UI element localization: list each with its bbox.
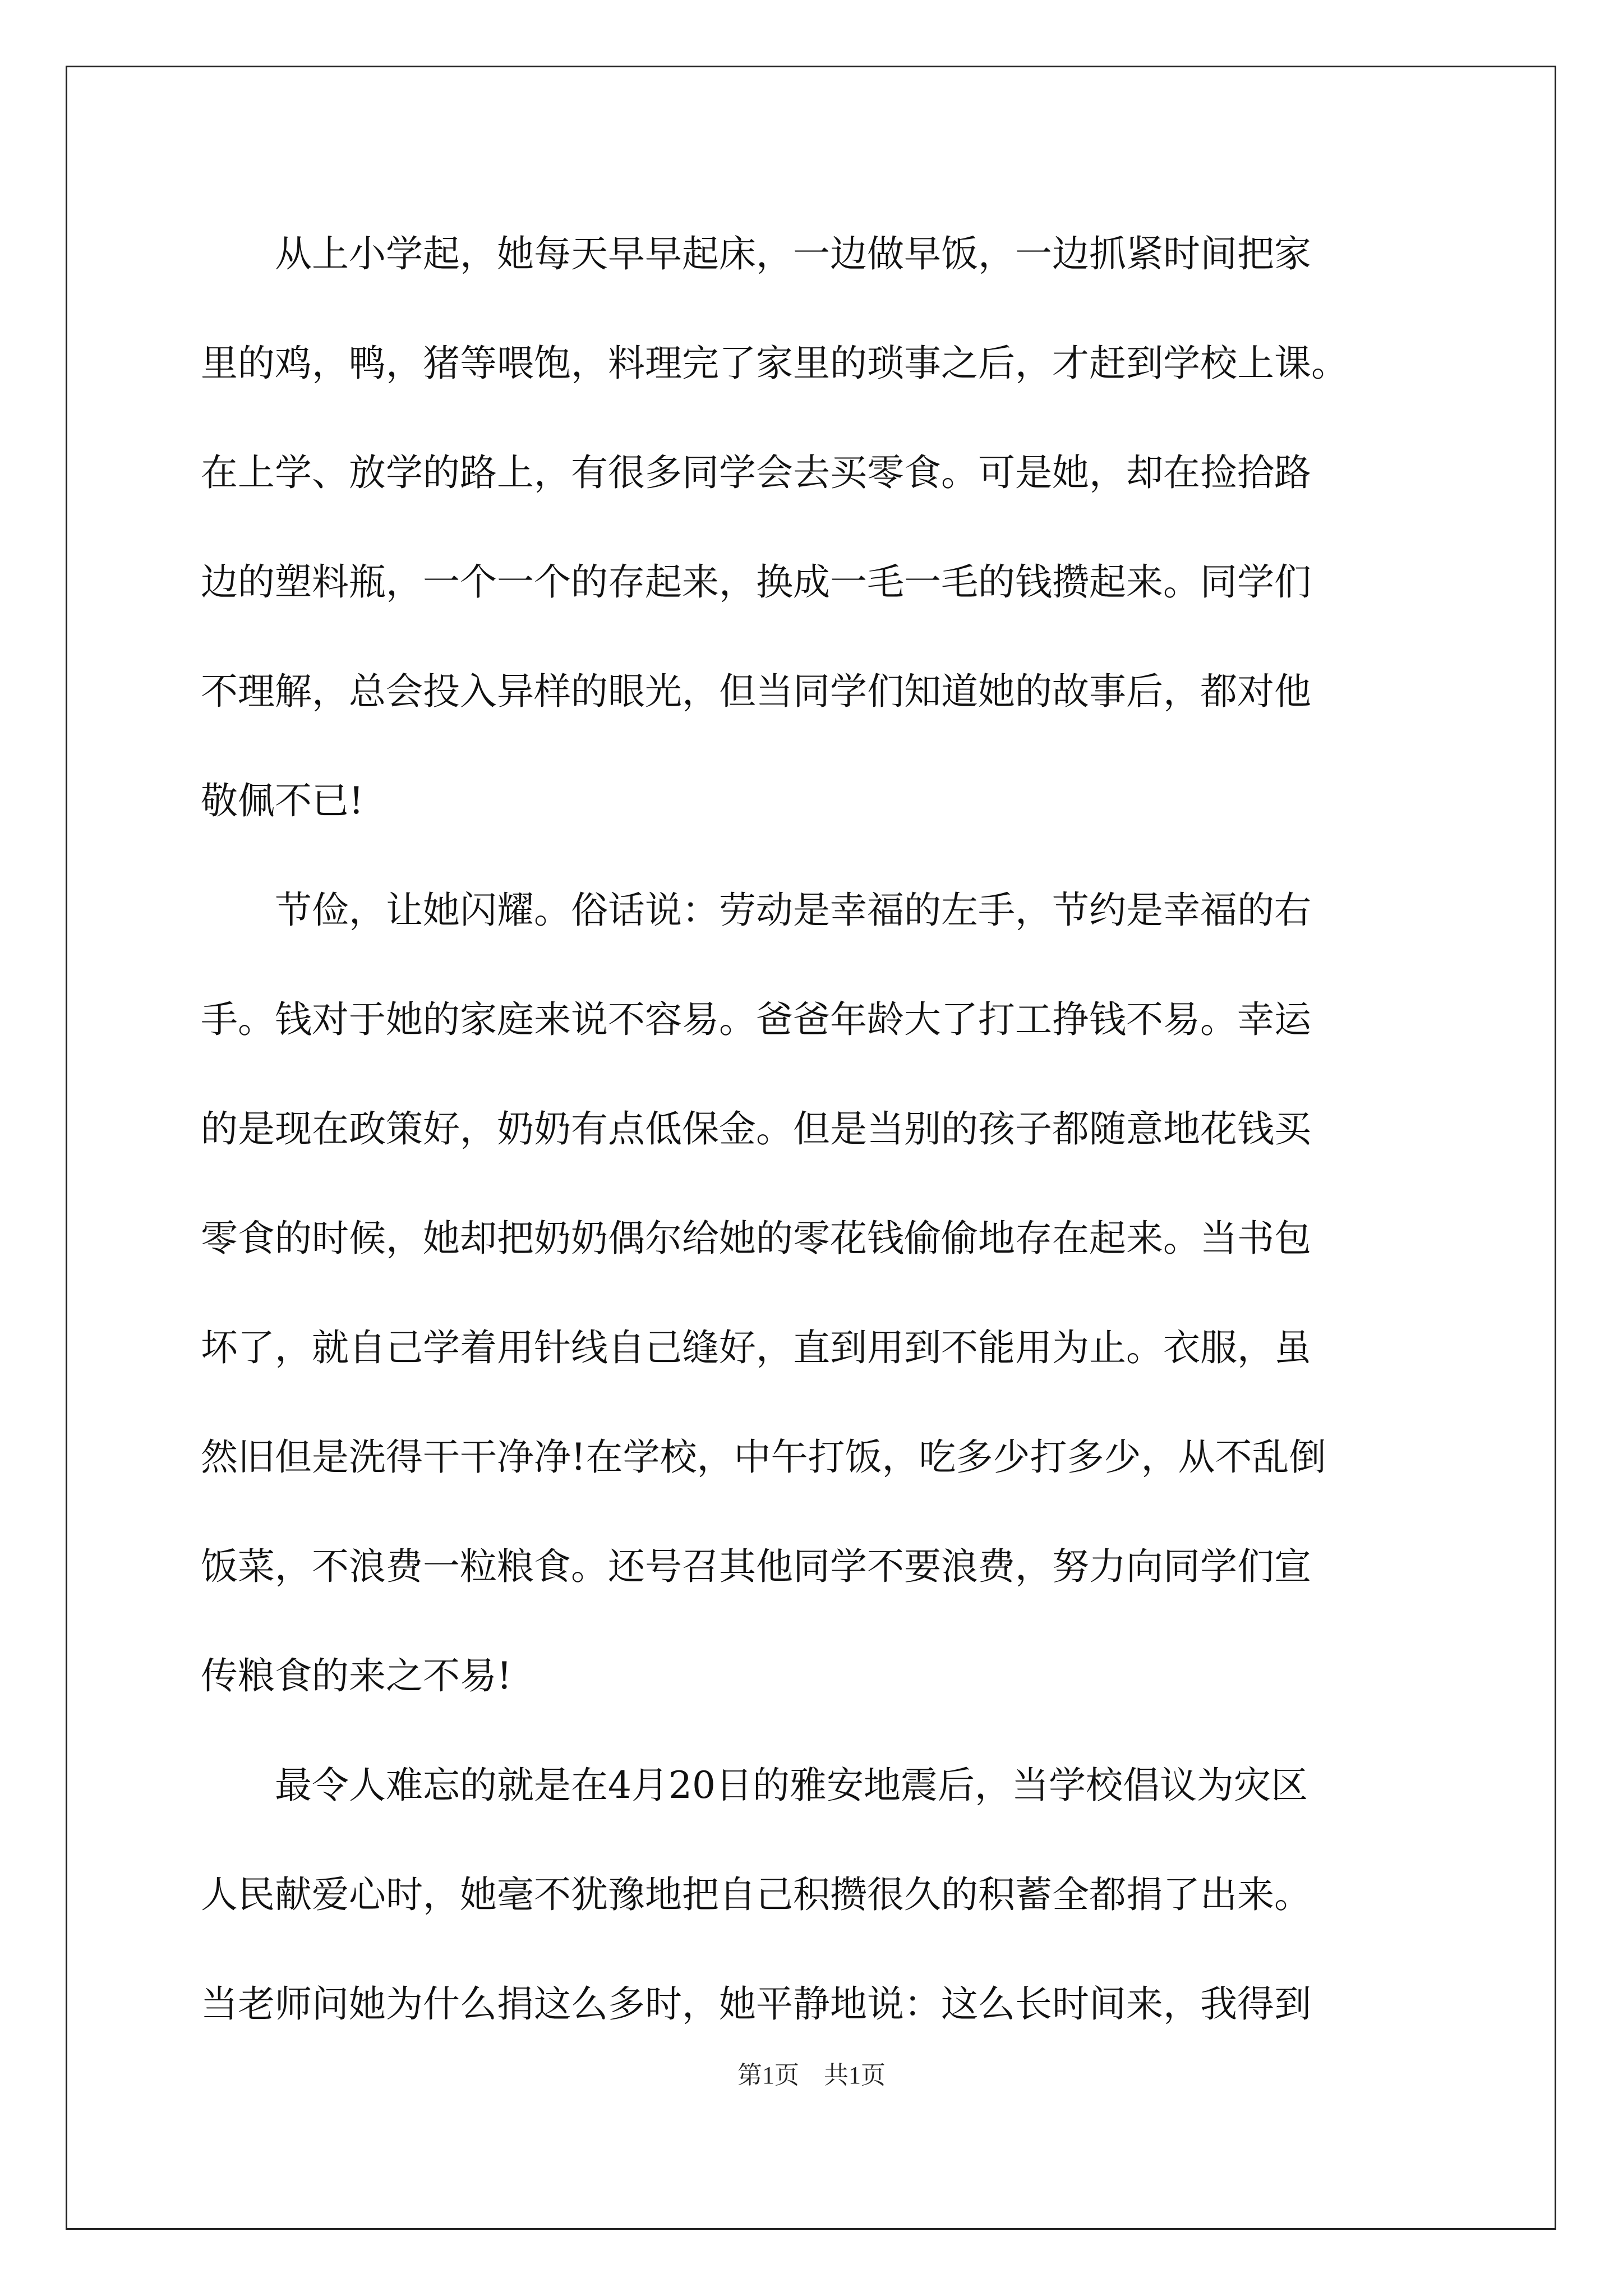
text-line: 的是现在政策好，奶奶有点低保金。但是当别的孩子都随意地花钱买 — [201, 1107, 1311, 1151]
text-line: 边的塑料瓶，一个一个的存起来，换成一毛一毛的钱攒起来。同学们 — [201, 560, 1311, 604]
text-line: 从上小学起，她每天早早起床，一边做早饭，一边抓紧时间把家 — [201, 232, 1311, 275]
page-number-footer: 第1页 共1页 — [737, 2062, 886, 2089]
text-line: 然旧但是洗得干干净净!在学校，中午打饭，吃多少打多少，从不乱倒 — [201, 1435, 1326, 1479]
text-line: 手。钱对于她的家庭来说不容易。爸爸年龄大了打工挣钱不易。幸运 — [201, 998, 1311, 1041]
text-line: 在上学、放学的路上，有很多同学会去买零食。可是她，却在捡拾路 — [201, 451, 1311, 494]
text-line: 人民献爱心时，她毫不犹豫地把自己积攒很久的积蓄全都捐了出来。 — [201, 1873, 1311, 1916]
text-line: 零食的时候，她却把奶奶偶尔给她的零花钱偷偷地存在起来。当书包 — [201, 1217, 1311, 1260]
text-line: 里的鸡，鸭，猪等喂饱，料理完了家里的琐事之后，才赶到学校上课。 — [201, 342, 1348, 385]
text-line: 坏了，就自己学着用针线自己缝好，直到用到不能用为止。衣服，虽 — [201, 1326, 1311, 1369]
text-line: 传粮食的来之不易! — [201, 1654, 512, 1697]
text-line: 饭菜，不浪费一粒粮食。还号召其他同学不要浪费，努力向同学们宣 — [201, 1545, 1311, 1588]
text-line: 不理解，总会投入异样的眼光，但当同学们知道她的故事后，都对他 — [201, 670, 1311, 713]
text-line: 当老师问她为什么捐这么多时，她平静地说：这么长时间来，我得到 — [201, 1982, 1311, 2026]
text-line: 敬佩不已! — [201, 779, 364, 822]
text-line: 节俭，让她闪耀。俗话说：劳动是幸福的左手，节约是幸福的右 — [201, 889, 1311, 932]
text-line: 最令人难忘的就是在4月20日的雅安地震后，当学校倡议为灾区 — [201, 1764, 1308, 1807]
